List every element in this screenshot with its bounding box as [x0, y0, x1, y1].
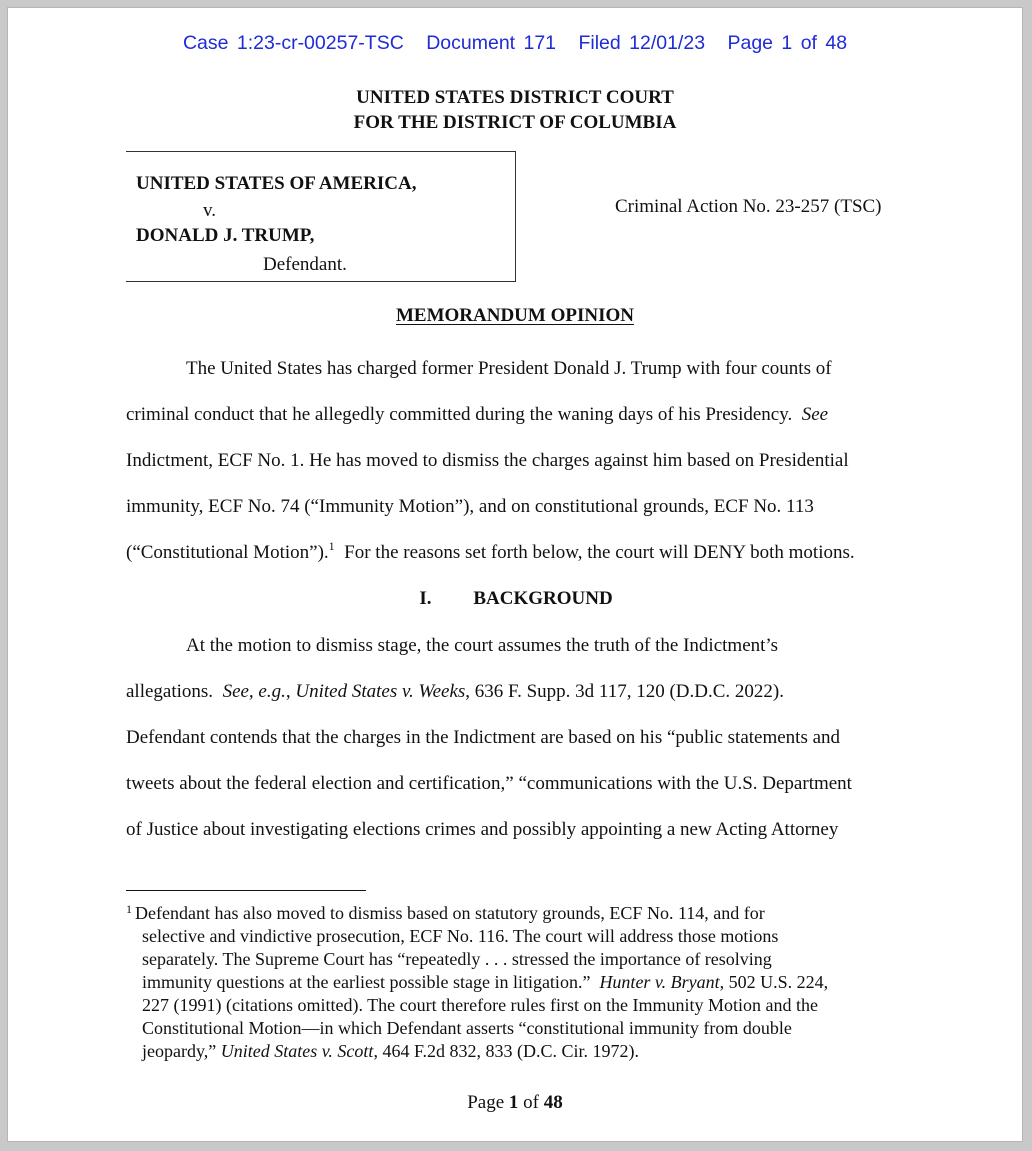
defendant-name: DONALD J. TRUMP, — [136, 225, 315, 246]
footnote-line — [126, 902, 916, 925]
body-text: , 636 F. Supp. 3d 117, 120 (D.D.C. 2022). — [465, 680, 784, 702]
signal-see-eg: See, e.g. — [222, 680, 286, 702]
body-line: of Justice about investigating elections crimes and possibly appointing a new Acting Attorney — [126, 818, 839, 840]
case-caption-box — [126, 151, 516, 282]
body-text: criminal conduct that he allegedly committed during the waning days of his Presidency. — [126, 404, 793, 426]
footnote-line: selective and vindictive prosecution, ECF No. 116. The court will address those motions — [142, 926, 779, 946]
footnote-line: Constitutional Motion—in which Defendant asserts “constitutional immunity from double — [142, 1018, 792, 1038]
footnote-text: , 464 F.2d 832, 833 (D.C. Cir. 1972). — [373, 1041, 640, 1061]
body-line: The United States has charged former President Donald J. Trump with four counts of — [186, 358, 832, 379]
footnote-reference[interactable]: 1 — [328, 539, 335, 554]
footnote — [126, 902, 916, 1063]
filed-date: Filed 12/01/23 — [578, 32, 706, 54]
court-line-1: UNITED STATES DISTRICT COURT — [356, 87, 674, 108]
body-text: For the reasons set forth below, the court will DENY both motions. — [344, 542, 855, 564]
opinion-body — [126, 346, 906, 853]
body-line — [126, 669, 906, 715]
plaintiff-name: UNITED STATES OF AMERICA, — [136, 173, 417, 194]
footnote-line — [126, 971, 916, 994]
ecf-header — [8, 32, 1022, 55]
body-line: immunity, ECF No. 74 (“Immunity Motion”), and on constitutional grounds, ECF No. 113 — [126, 496, 814, 518]
signal-see: See — [801, 404, 829, 426]
ecf-page-number: Page 1 of 48 — [727, 32, 848, 54]
body-line: tweets about the federal election and certification,” “communications with the U.S. Department — [126, 772, 852, 794]
footnote-marker: 1 — [126, 902, 132, 916]
case-number: Case 1:23-cr-00257-TSC — [182, 32, 404, 54]
footnote-divider — [126, 890, 366, 891]
total-pages: 48 — [543, 1092, 563, 1113]
current-page: 1 — [508, 1092, 519, 1113]
document-page — [7, 7, 1023, 1142]
versus: v. — [203, 200, 217, 221]
footnote-text: , 502 U.S. 224, — [719, 972, 829, 992]
footnote-text: jeopardy,” — [142, 1041, 217, 1061]
footnote-text: Defendant has also moved to dismiss based on statutory grounds, ECF No. 114, and for — [135, 903, 765, 923]
comma: , — [285, 680, 291, 702]
court-line-2: FOR THE DISTRICT OF COLUMBIA — [353, 112, 677, 133]
page-footer — [8, 1092, 1022, 1114]
defendant-label: Defendant. — [263, 254, 347, 275]
court-name — [8, 85, 1022, 135]
document-number: Document 171 — [426, 32, 557, 54]
of-label: of — [523, 1092, 539, 1113]
footnote-line: 227 (1991) (citations omitted). The court therefore rules first on the Immunity Motion and the — [142, 995, 819, 1015]
footnote-line — [126, 1040, 916, 1063]
section-title: BACKGROUND — [473, 588, 613, 610]
case-citation: United States v. Weeks — [295, 680, 466, 702]
case-citation: United States v. Scott — [220, 1041, 374, 1061]
page-label: Page — [467, 1092, 505, 1113]
footnote-line: separately. The Supreme Court has “repeatedly . . . stressed the importance of resolving — [142, 949, 772, 969]
section-number: I. — [419, 588, 432, 610]
criminal-action-number: Criminal Action No. 23-257 (TSC) — [615, 196, 882, 217]
body-line: Indictment, ECF No. 1. He has moved to dismiss the charges against him based on Presidential — [126, 450, 849, 472]
body-line — [126, 392, 906, 438]
body-text: (“Constitutional Motion”). — [126, 542, 329, 564]
case-citation: Hunter v. Bryant — [599, 972, 720, 992]
document-title: MEMORANDUM OPINION — [395, 305, 634, 326]
body-line: Defendant contends that the charges in the Indictment are based on his “public statements and — [126, 726, 841, 748]
body-text: allegations. — [126, 680, 214, 702]
body-line — [126, 530, 906, 576]
section-heading — [126, 576, 906, 622]
footnote-text: immunity questions at the earliest possible stage in litigation.” — [142, 972, 591, 992]
body-line: At the motion to dismiss stage, the court assumes the truth of the Indictment’s — [186, 634, 779, 656]
